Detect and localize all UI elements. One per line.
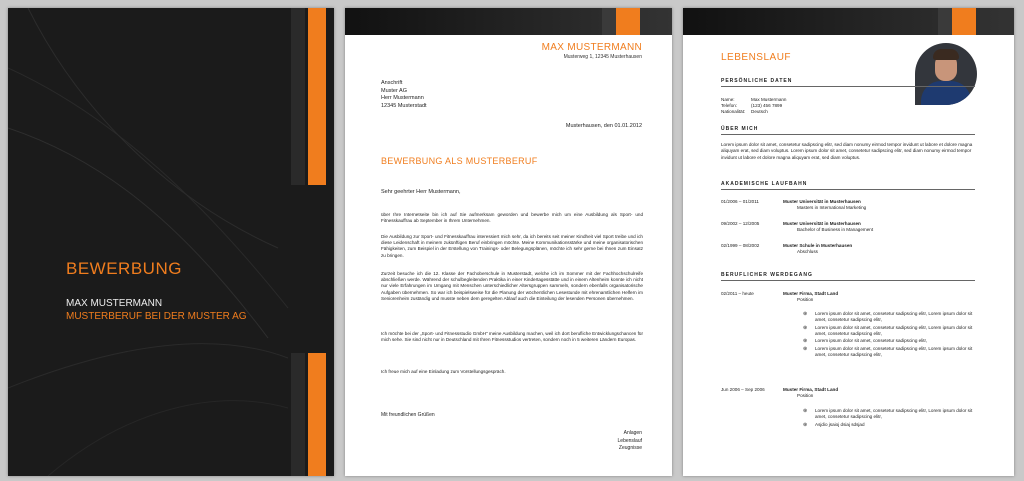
- education-date: 09/2002 – 12/2005: [721, 221, 760, 226]
- cv-title: LEBENSLAUF: [721, 52, 792, 63]
- education-date: 02/1999 – 08/2002: [721, 243, 760, 248]
- work-bullet: ⊛ Lorem ipsum dolor sit amet, consetetur sadipscing elitr, Lorem ipsum dolor sit amet, consetetur sadipscing elitr,: [803, 346, 977, 358]
- about-text: Lorem ipsum dolor sit amet, consetetur sadipscing elitr, sed diam nonumy eirmod tempor invidunt ut labore et dolore magna aliquyam erat, sed diam voluptus. Lorem ipsum dolor sit amet, consetetur sadipscing elitr, sed diam nonumy eirmod tempor invidunt ut labore et dolore magna aliquyam erat, sed diam voluptus.: [721, 142, 973, 160]
- work-date: Jun 2006 – Sep 2006: [721, 387, 765, 392]
- section-about-heading: ÜBER MICH: [721, 126, 975, 135]
- cover-dark-bar-top: [291, 8, 305, 185]
- cover-subtitle: MUSTERBERUF BEI DER MUSTER AG: [66, 311, 247, 322]
- work-bullet: ⊛ Lorem ipsum dolor sit amet, consetetur sadipscing elitr, Lorem ipsum dolor sit amet, consetetur sadipscing elitr,: [803, 325, 977, 337]
- education-title: Muster Schule in Musterhausen: [783, 243, 853, 248]
- letter-page: [345, 8, 672, 476]
- education-degree: Abschluss: [797, 249, 818, 254]
- sender-address: Musterweg 1, 12345 Musterhausen: [563, 54, 642, 60]
- education-title: Muster Universität in Musterhausen: [783, 221, 861, 226]
- work-bullet: ⊛ Lorem ipsum dolor sit amet, consetetur sadipscing elitr,: [803, 338, 977, 344]
- work-position: Position: [797, 393, 814, 398]
- personal-key: Name:: [721, 97, 735, 102]
- work-company: Muster Firma, Stadt Land: [783, 387, 839, 392]
- letter-heading: BEWERBUNG ALS MUSTERBERUF: [381, 156, 538, 166]
- personal-key: Telefon:: [721, 103, 738, 108]
- personal-key: Nationalität:: [721, 109, 746, 114]
- cv-header-bar: [683, 8, 1014, 35]
- letter-date: Musterhausen, den 01.01.2012: [565, 123, 642, 129]
- letter-paragraph: über Ihre Internetseite bin ich auf Sie aufmerksam geworden und bewerbe mich um eine Ausbildung als Sport- und Fitnesskauffrau ab September in Ihrem Unternehmen.: [381, 212, 643, 224]
- education-date: 01/2006 – 01/2011: [721, 199, 759, 204]
- sender-name: MAX MUSTERMANN: [541, 42, 642, 53]
- section-work-heading: BERUFLICHER WERDEGANG: [721, 272, 975, 281]
- personal-value: Deutsch: [751, 109, 768, 114]
- letter-paragraph: Zurzeit besuche ich die 12. Klasse der Fachoberschule in Musterstadt, welche ich im Sommer mit der Fachhochschulreife abschließen werde. Während der schulbegleitenden Praktika in einer Kindertagesstätte und in einem Altenheim konnte ich nicht nur viele Erfahrungen im Umgang mit Menschen unterschiedlicher Altersgruppen sammeln, sondern ebenfalls organisatorische Aufgaben übernehmen. So war ich beispielsweise für die Planung der wöchentlichen Lesestunde mit ehrenamtlichen Helfern im Seniorenheim zuständig und musste neben dem geregelten Ablauf auch die Einteilung der lesenden Personen übernehmen.: [381, 271, 643, 301]
- recipient-line: 12345 Musterstadt: [381, 102, 427, 109]
- work-bullet: ⊛ Lorem ipsum dolor sit amet, consetetur sadipscing elitr, Lorem ipsum dolor sit amet, consetetur sadipscing elitr,: [803, 311, 977, 323]
- work-bullet: ⊛ Lorem ipsum dolor sit amet, consetetur sadipscing elitr, Lorem ipsum dolor sit amet, consetetur sadipscing elitr,: [803, 408, 977, 420]
- section-education-heading: AKADEMISCHE LAUFBAHN: [721, 181, 975, 190]
- attachment-line: Lebenslauf: [617, 437, 642, 444]
- attachment-line: Anlagen: [623, 430, 642, 436]
- cover-name: MAX MUSTERMANN: [66, 298, 163, 309]
- cover-orange-bar-top: [308, 8, 326, 185]
- work-company: Muster Firma, Stadt Land: [783, 291, 839, 296]
- section-personal-heading: PERSÖNLICHE DATEN: [721, 78, 975, 87]
- attachment-line: Zeugnisse: [618, 445, 642, 451]
- cover-title: BEWERBUNG: [66, 259, 182, 278]
- recipient-line: Muster AG: [381, 87, 407, 94]
- work-bullet: ⊛ Asjdio jsaioj dsiaj sdsjad: [803, 422, 977, 428]
- recipient-line: Anschrift: [381, 80, 403, 86]
- salutation: Sehr geehrter Herr Mustermann,: [381, 189, 461, 195]
- cv-page: [683, 8, 1014, 476]
- letter-paragraph: Ich möchte bei der „Sport- und Fitnessstudio GmbH" meine Ausbildung machen, weil ich dort berufliche Entwicklungschancen für mich sehe. Sie sind nicht nur in Deutschland mit Ihren Fitnessstudios vertreten, sondern noch in 5 weiteren Ländern Europas.: [381, 331, 643, 343]
- letter-paragraph: Ich freue mich auf eine Einladung zum Vorstellungsgespräch.: [381, 369, 506, 374]
- education-degree: Bachelor of Business in Management: [797, 227, 874, 232]
- letter-header-bar: [345, 8, 672, 35]
- cover-dark-bar-bottom: [291, 353, 305, 476]
- profile-photo: [915, 43, 977, 105]
- personal-row: [721, 109, 768, 115]
- attachments-block: [618, 430, 642, 453]
- work-date: 02/2011 – heute: [721, 291, 754, 296]
- education-title: Muster Universität in Musterhausen: [783, 199, 861, 204]
- cover-page: [8, 8, 334, 476]
- recipient-block: [381, 80, 427, 110]
- work-position: Position: [797, 297, 814, 302]
- work-bullets: [803, 408, 977, 429]
- recipient-line: Herr Mustermann: [381, 95, 424, 101]
- personal-value: (123) 456 7899: [751, 103, 783, 108]
- personal-value: Max Mustermann: [751, 97, 787, 102]
- education-degree: Masters in International Marketing: [797, 205, 867, 210]
- cover-background-swoosh: [8, 8, 334, 476]
- letter-paragraph: Die Ausbildung zur Sport- und Fitnesskauffrau interessiert mich sehr, da ich bereits seit meiner Kindheit viel Sport treibe und ich diese Leidenschaft in meinem zukünftigen Beruf einbringen möchte. Meine Kommunikationsstärke und meine organisatorischen Fähigkeiten, zum Beispiel in der Erstellung von Trainings- oder Belegungsplänen, möchte ich sehr gerne bei Ihnen zum Einsatz zu bringen.: [381, 234, 643, 258]
- closing: Mit freundlichen Grüßen: [381, 412, 435, 418]
- work-bullets: [803, 311, 977, 359]
- cover-orange-bar-bottom: [308, 353, 326, 476]
